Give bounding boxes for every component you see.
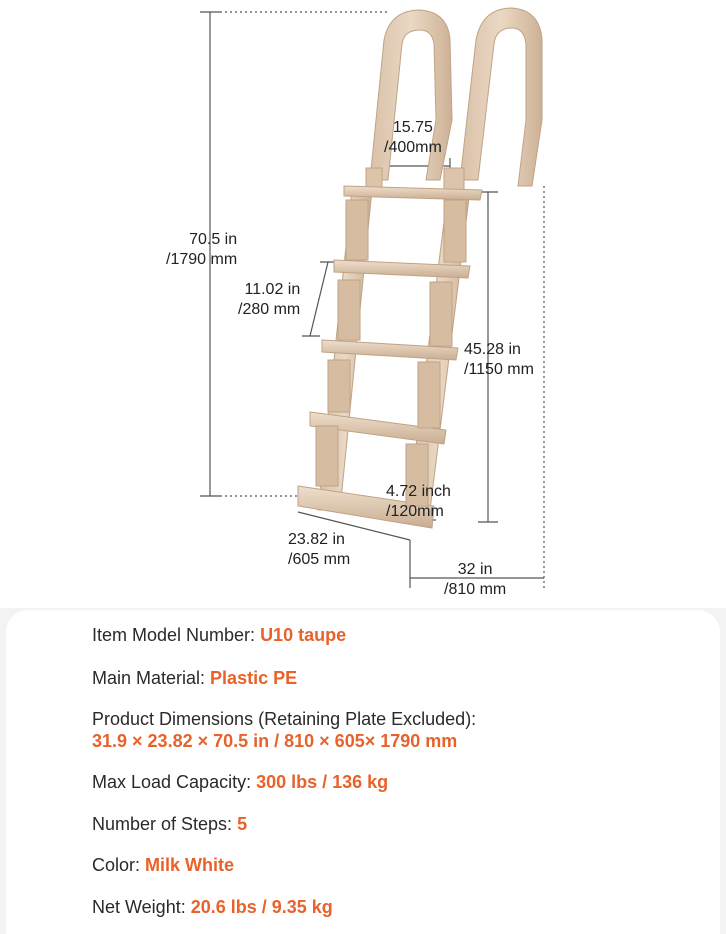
spec-label: Max Load Capacity: xyxy=(92,772,257,792)
depth-millimeters: /810 mm xyxy=(444,581,507,598)
spec-label: Main Material: xyxy=(92,668,211,688)
spec-label: Number of Steps: xyxy=(92,814,238,834)
spec-label: Net Weight: xyxy=(92,897,191,917)
step-depth-label xyxy=(386,482,451,522)
height-millimeters: /1790 mm xyxy=(166,251,238,268)
spec-value: 5 xyxy=(237,814,248,834)
handrail-gap-label xyxy=(384,118,442,158)
spec-label: Item Model Number: xyxy=(92,625,261,645)
spec-value: U10 taupe xyxy=(260,625,347,645)
spec-number-of-steps xyxy=(92,813,247,835)
spec-net-weight xyxy=(92,896,333,918)
spec-value: 31.9 × 23.82 × 70.5 in / 810 × 605× 1790 mm xyxy=(92,731,458,751)
specifications-panel xyxy=(6,610,720,934)
height-inches: 70.5 in xyxy=(189,231,238,248)
width-inches: 23.82 in xyxy=(288,531,345,548)
spec-value: 300 lbs / 136 kg xyxy=(256,772,389,792)
inner-height-millimeters: /1150 mm xyxy=(464,361,534,378)
spec-label: Color: xyxy=(92,855,146,875)
depth-label xyxy=(444,560,506,600)
handrail-gap-millimeters: /400mm xyxy=(384,139,442,156)
handrail-gap-inches: 15.75 xyxy=(392,119,433,136)
spec-color xyxy=(92,854,234,876)
spec-value: Milk White xyxy=(145,855,235,875)
depth-inches: 32 in xyxy=(457,561,493,578)
spec-value: Plastic PE xyxy=(210,668,298,688)
spec-label: Product Dimensions (Retaining Plate Excluded): xyxy=(92,709,477,729)
step-depth-inches: 4.72 inch xyxy=(386,483,451,500)
step-spacing-inches: 11.02 in xyxy=(244,281,301,298)
spec-max-load xyxy=(92,771,388,793)
width-millimeters: /605 mm xyxy=(288,551,351,568)
step-spacing-label xyxy=(238,280,300,320)
inner-height-label xyxy=(464,340,534,380)
inner-height-inches: 45.28 in xyxy=(464,341,521,358)
ladder-body xyxy=(298,8,542,528)
spec-product-dimensions xyxy=(92,708,476,752)
step-depth-millimeters: /120mm xyxy=(386,503,444,520)
spec-value: 20.6 lbs / 9.35 kg xyxy=(190,897,333,917)
width-label xyxy=(288,530,350,570)
spec-model-number xyxy=(92,624,346,646)
spec-main-material xyxy=(92,667,297,689)
overall-height-label xyxy=(166,230,237,270)
step-spacing-millimeters: /280 mm xyxy=(238,301,301,318)
